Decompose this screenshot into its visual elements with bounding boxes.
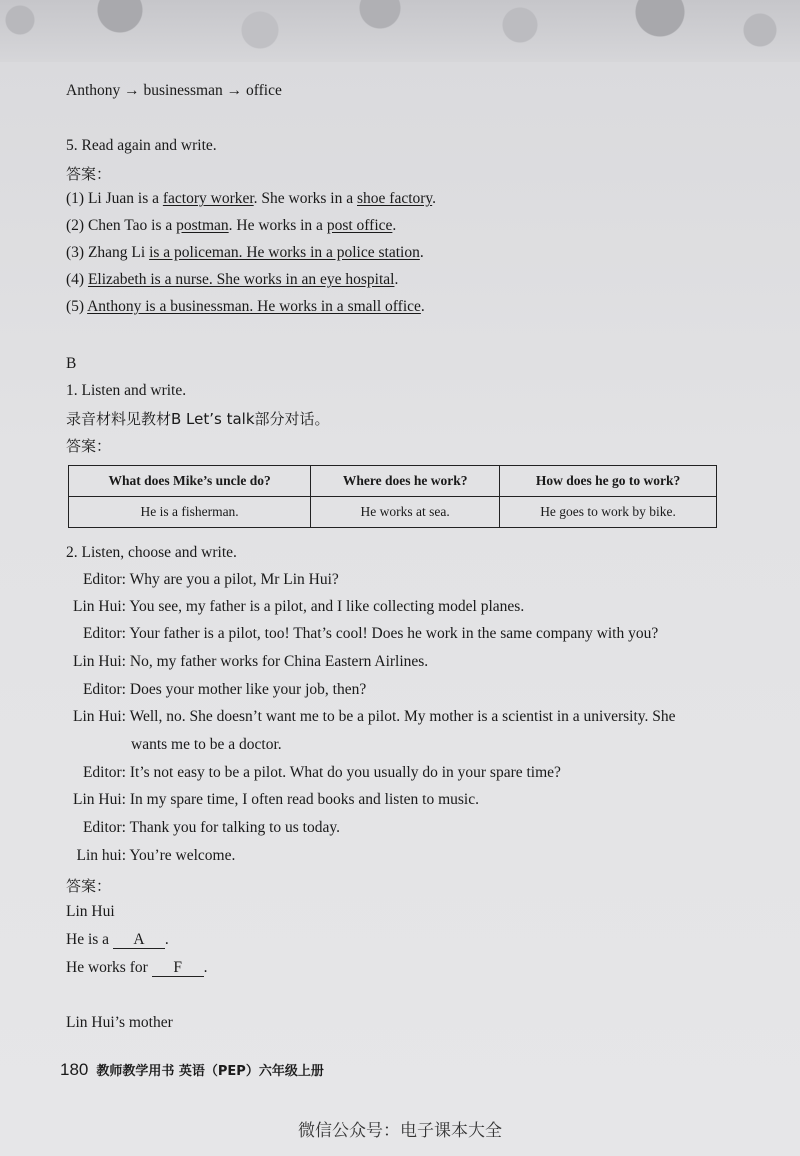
dialogue-line: Lin Hui: No, my father works for China Eastern Airlines. [73,653,429,670]
table-header-cell: How does he go to work? [500,466,717,497]
answer-table [68,465,717,528]
anthony-job-line [66,82,282,100]
table-cell: He is a fisherman. [69,497,311,528]
answer-item-1: (1) Li Juan is a factory worker. She works in a shoe factory. [66,190,437,207]
dialogue-line: Lin hui: You’re welcome. [76,847,236,864]
answer-item-5: (5) Anthony is a businessman. He works in a small office. [66,298,425,315]
dialogue-line: Lin Hui: You see, my father is a pilot, and I like collecting model planes. [73,598,525,615]
answer-item-4: (4) Elizabeth is a nurse. She works in an eye hospital. [66,271,399,288]
answer-label: 答案： [66,165,112,183]
listen-choose-heading: 2. Listen, choose and write. [66,544,237,561]
page-number: 180 [60,1060,89,1079]
book-title: 教师教学用书 英语（PEP）六年级上册 [96,1064,324,1079]
answer-blank: A [113,932,165,949]
section-b-label: B [66,355,77,372]
arrow-icon: → [124,82,140,99]
answer-item-2: (2) Chen Tao is a postman. He works in a post office. [66,217,397,234]
decorative-header-pattern [0,0,800,62]
name-text: Anthony [66,82,121,99]
person-lin-hui-mother: Lin Hui’s mother [66,1014,173,1031]
arrow-icon: → [226,82,243,99]
table-row [69,497,717,528]
table-header-row [69,466,717,497]
fill-line-employer: He works for F . [66,959,208,976]
dialogue-line: Editor: It’s not easy to be a pilot. What do you usually do in your spare time? [82,764,561,781]
watermark-text: 微信公众号：电子课本大全 [298,1121,502,1141]
person-lin-hui: Lin Hui [66,903,115,920]
page-footer [60,1060,324,1080]
fill-line-job: He is a A . [66,931,169,948]
section5-heading: 5. Read again and write. [66,137,217,154]
dialogue-line: Lin Hui: In my spare time, I often read books and listen to music. [73,791,479,808]
table-header-cell: What does Mike’s uncle do? [69,466,311,497]
answer-label: 答案： [66,877,112,895]
table-header-cell: Where does he work? [311,466,500,497]
recording-note: 录音材料见教材B Let’s talk部分对话。 [66,410,330,428]
table-cell: He goes to work by bike. [500,497,717,528]
dialogue-line: Editor: Thank you for talking to us today. [82,819,340,836]
answer-item-3: (3) Zhang Li is a policeman. He works in a police station. [66,244,424,261]
table-cell: He works at sea. [311,497,500,528]
dialogue-line: Lin Hui: Well, no. She doesn’t want me to be a pilot. My mother is a scientist in a university. She [73,708,676,725]
dialogue-line: Editor: Does your mother like your job, then? [82,681,367,698]
answer-label: 答案： [66,437,112,455]
job-text: businessman [143,82,223,99]
dialogue-line: Editor: Why are you a pilot, Mr Lin Hui? [82,571,339,588]
listen-write-heading: 1. Listen and write. [66,382,187,399]
dialogue-line: Editor: Your father is a pilot, too! That’s cool! Does he work in the same company with you? [82,625,659,642]
place-text: office [245,82,282,99]
dialogue-continuation: wants me to be a doctor. [131,736,282,753]
answer-blank: F [152,960,204,977]
